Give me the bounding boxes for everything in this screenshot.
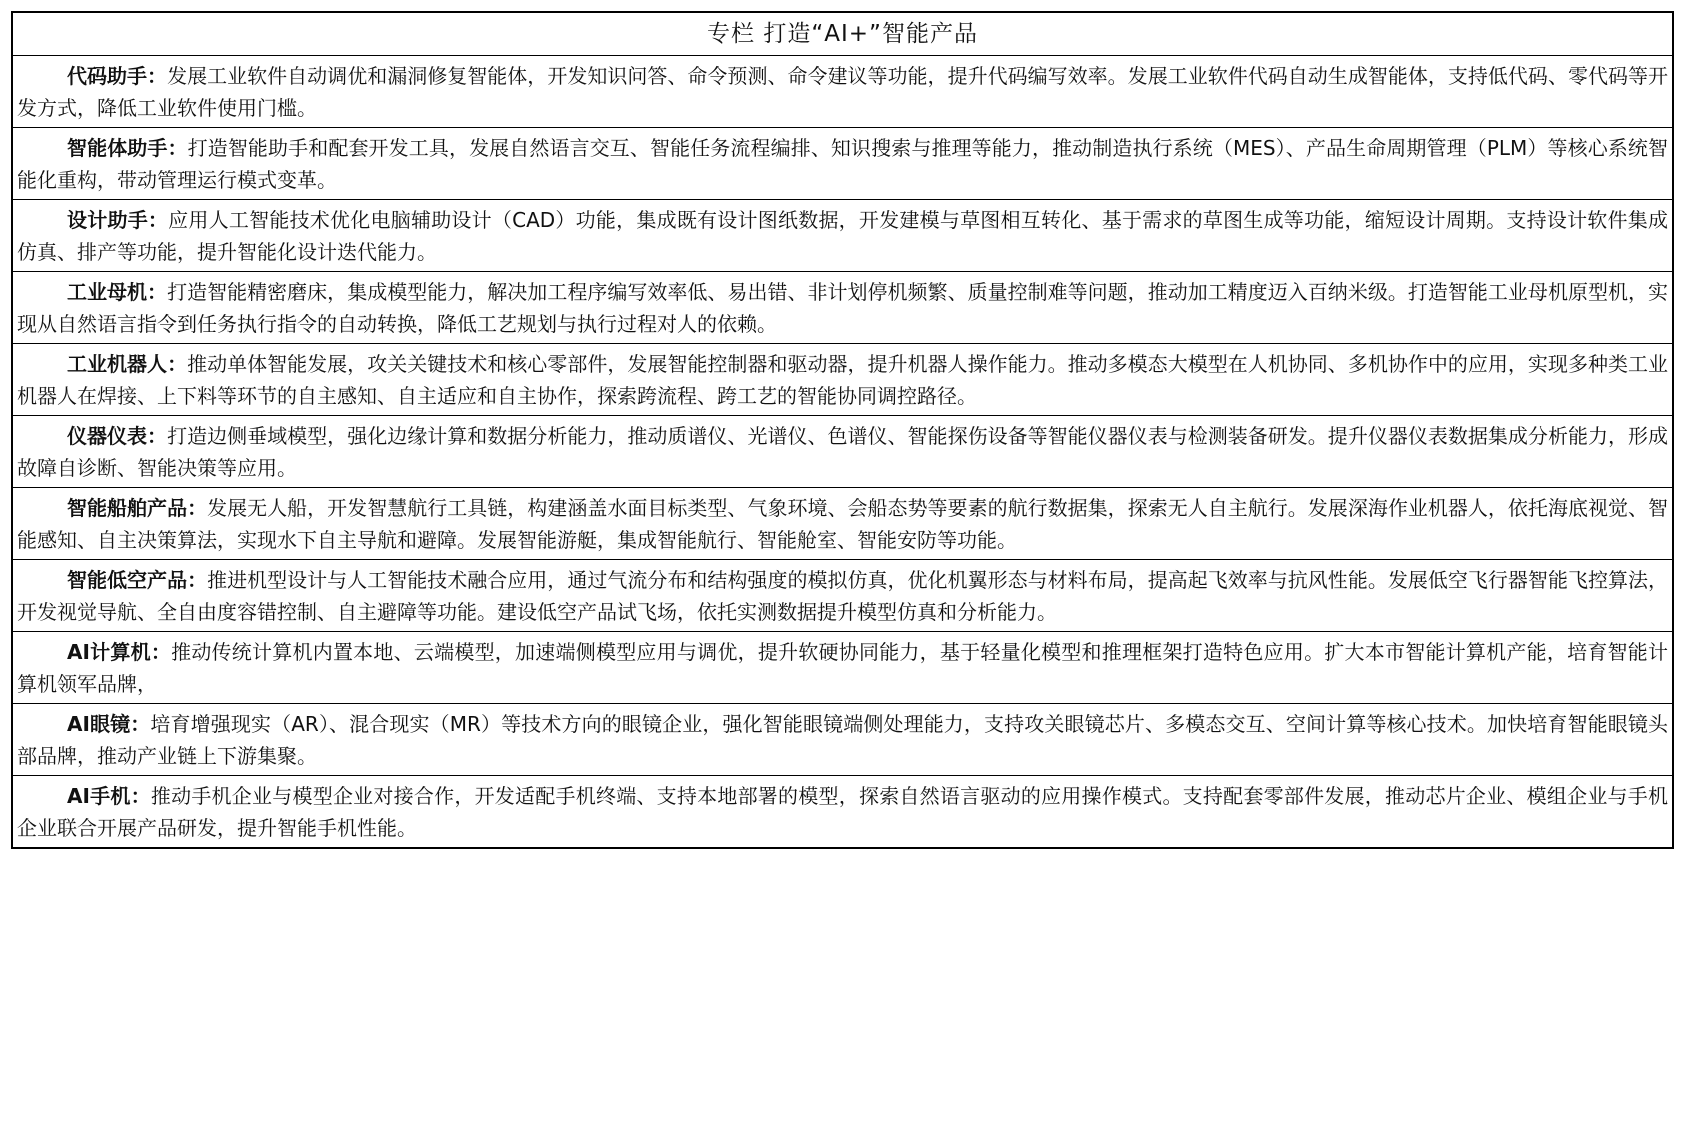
column-title: 专栏 打造“AI+”智能产品 [13, 13, 1672, 56]
entry-smart-ship [13, 488, 1672, 560]
entry-text: 推进机型设计与人工智能技术融合应用，通过气流分布和结构强度的模拟仿真，优化机翼形态与材料布局，提高起飞效率与抗风性能。发展低空飞行器智能飞控算法，开发视觉导航、全自由度容错控制、自主避障等功能。建设低空产品试飞场，依托实测数据提升模型仿真和分析能力。 [17, 568, 1669, 624]
entry-ai-phone [13, 776, 1672, 847]
entry-text: 打造边侧垂域模型，强化边缘计算和数据分析能力，推动质谱仪、光谱仪、色谱仪、智能探伤设备等智能仪器仪表与检测装备研发。提升仪器仪表数据集成分析能力，形成故障自诊断、智能决策等应用。 [17, 424, 1669, 480]
entry-ai-glasses [13, 704, 1672, 776]
entry-text: 培育增强现实（AR）、混合现实（MR）等技术方向的眼镜企业，强化智能眼镜端侧处理能力，支持攻关眼镜芯片、多模态交互、空间计算等核心技术。加快培育智能眼镜头部品牌，推动产业链上下游集聚。 [17, 712, 1669, 768]
entry-design-assistant [13, 200, 1672, 272]
entry-heading: AI计算机： [67, 640, 172, 664]
entry-text: 推动单体智能发展，攻关关键技术和核心零部件，发展智能控制器和驱动器，提升机器人操作能力。推动多模态大模型在人机协同、多机协作中的应用，实现多种类工业机器人在焊接、上下料等环节的自主感知、自主适应和自主协作，探索跨流程、跨工艺的智能协同调控路径。 [17, 352, 1669, 408]
entry-heading: 智能体助手： [67, 136, 188, 160]
entry-machine-tool [13, 272, 1672, 344]
entry-instruments [13, 416, 1672, 488]
entry-agent-assistant [13, 128, 1672, 200]
entry-low-altitude [13, 560, 1672, 632]
entry-heading: 工业机器人： [67, 352, 188, 376]
entry-heading: 智能低空产品： [67, 568, 208, 592]
entry-text: 发展无人船，开发智慧航行工具链，构建涵盖水面目标类型、气象环境、会船态势等要素的航行数据集，探索无人自主航行。发展深海作业机器人，依托海底视觉、智能感知、自主决策算法，实现水下自主导航和避障。发展智能游艇，集成智能航行、智能舱室、智能安防等功能。 [17, 496, 1669, 552]
entry-text: 发展工业软件自动调优和漏洞修复智能体，开发知识问答、命令预测、命令建议等功能，提升代码编写效率。发展工业软件代码自动生成智能体，支持低代码、零代码等开发方式，降低工业软件使用门槛。 [17, 64, 1669, 120]
entry-text: 打造智能精密磨床，集成模型能力，解决加工程序编写效率低、易出错、非计划停机频繁、质量控制难等问题，推动加工精度迈入百纳米级。打造智能工业母机原型机，实现从自然语言指令到任务执行指令的自动转换，降低工艺规划与执行过程对人的依赖。 [17, 280, 1669, 336]
entry-heading: 智能船舶产品： [67, 496, 208, 520]
entry-heading: 代码助手： [67, 64, 168, 88]
entry-code-assistant [13, 56, 1672, 128]
entry-industrial-robot [13, 344, 1672, 416]
entry-heading: 仪器仪表： [67, 424, 168, 448]
column-box [11, 11, 1674, 849]
entry-text: 推动传统计算机内置本地、云端模型，加速端侧模型应用与调优，提升软硬协同能力，基于轻量化模型和推理框架打造特色应用。扩大本市智能计算机产能，培育智能计算机领军品牌， [17, 640, 1669, 696]
entry-text: 应用人工智能技术优化电脑辅助设计（CAD）功能，集成既有设计图纸数据，开发建模与草图相互转化、基于需求的草图生成等功能，缩短设计周期。支持设计软件集成仿真、排产等功能，提升智能化设计迭代能力。 [17, 208, 1669, 264]
entry-heading: AI手机： [67, 784, 151, 808]
entry-text: 推动手机企业与模型企业对接合作，开发适配手机终端、支持本地部署的模型，探索自然语言驱动的应用操作模式。支持配套零部件发展，推动芯片企业、模组企业与手机企业联合开展产品研发，提升智能手机性能。 [17, 784, 1669, 840]
entry-text: 打造智能助手和配套开发工具，发展自然语言交互、智能任务流程编排、知识搜索与推理等能力，推动制造执行系统（MES）、产品生命周期管理（PLM）等核心系统智能化重构，带动管理运行模式变革。 [17, 136, 1669, 192]
entry-heading: 设计助手： [67, 208, 169, 232]
entry-ai-computer [13, 632, 1672, 704]
entry-heading: AI眼镜： [67, 712, 151, 736]
entry-heading: 工业母机： [67, 280, 168, 304]
